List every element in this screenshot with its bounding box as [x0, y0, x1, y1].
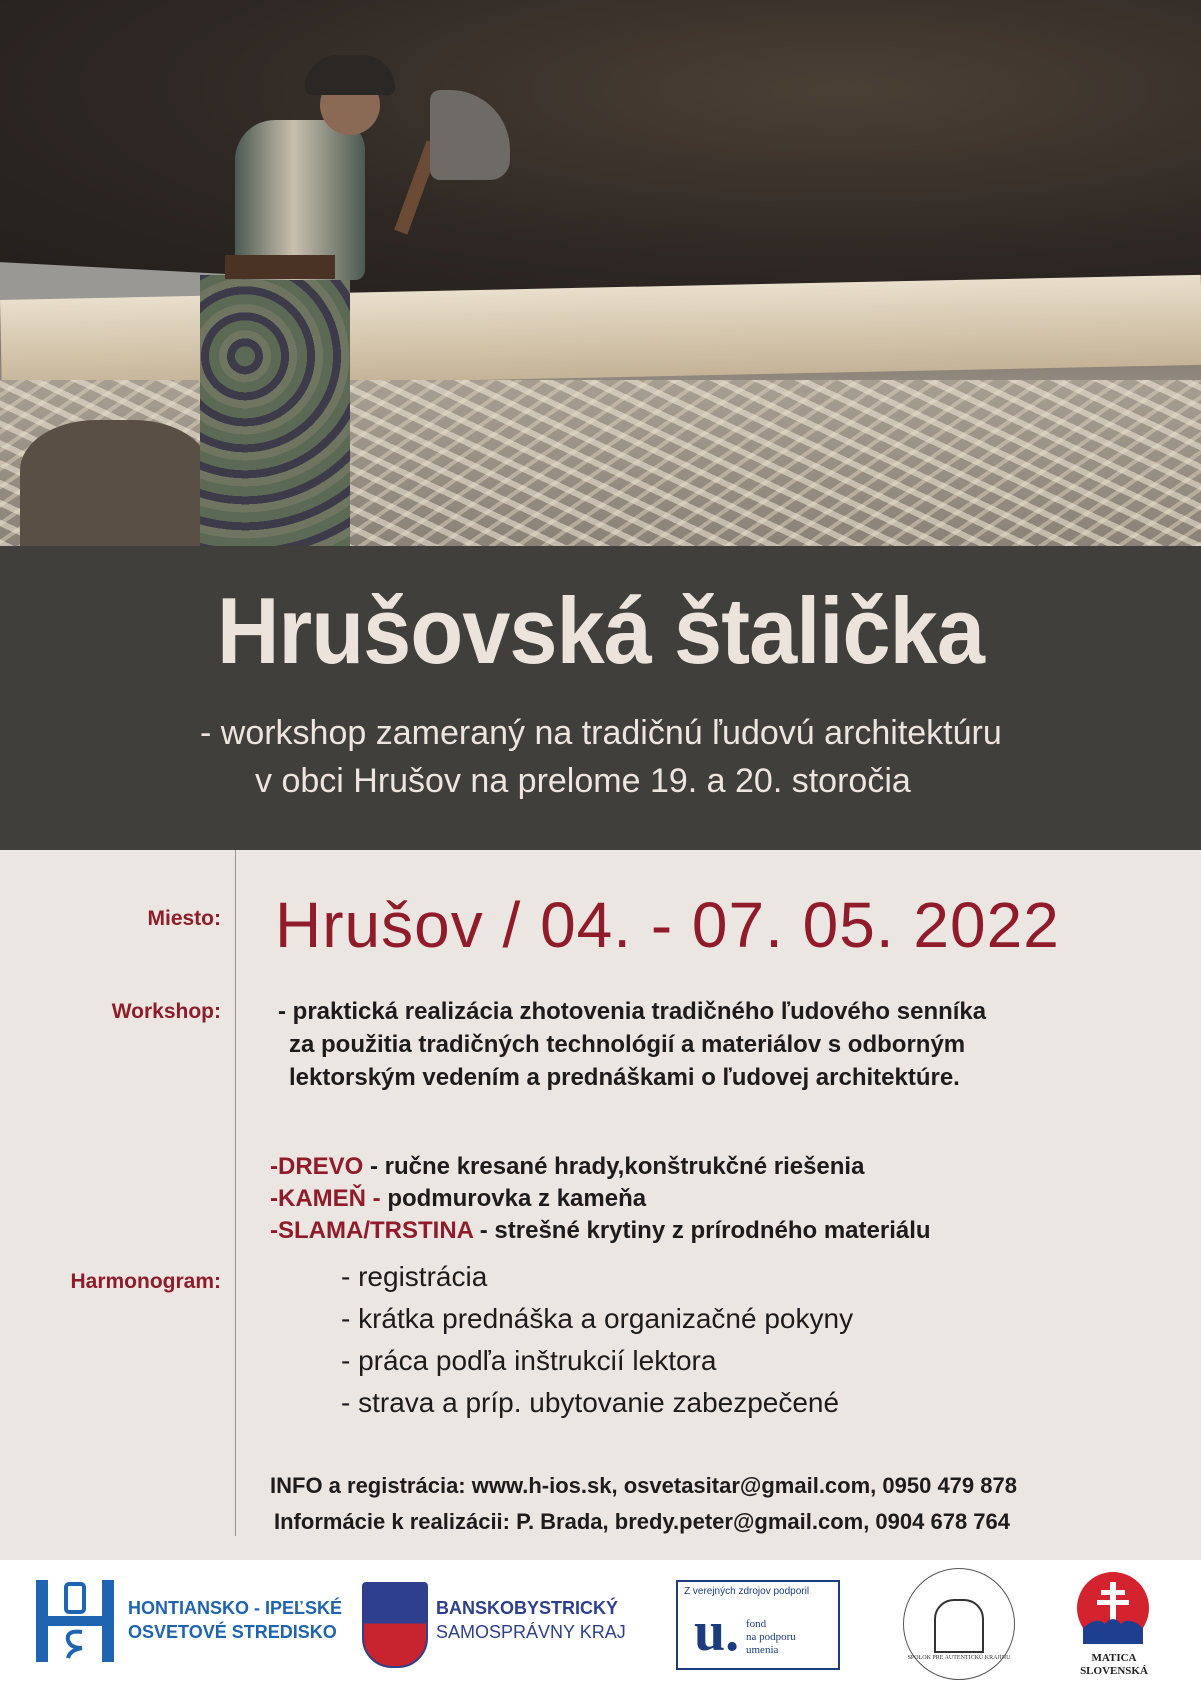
material-desc: strešné krytiny z prírodného materiálu [494, 1217, 931, 1244]
hios-logo-icon [36, 1580, 114, 1662]
label-workshop: Workshop: [111, 1000, 221, 1023]
material-desc: ručne kresané hrady,konštrukčné riešenia [384, 1153, 865, 1180]
contact-info-registration: INFO a registrácia: www.h-ios.sk, osvetasitar@gmail.com, 0950 479 878 [270, 1473, 1017, 1498]
fpu-support-text: Z verejných zdrojov podporil [684, 1586, 810, 1597]
material-slama [270, 1217, 931, 1245]
photo-man-hat [305, 55, 395, 95]
hios-name-line-1: HONTIANSKO - IPEĽSKÉ [128, 1598, 343, 1618]
matica-name [1066, 1652, 1162, 1678]
bbsk-name-line-2: SAMOSPRÁVNY KRAJ [436, 1622, 626, 1642]
photo-man-belt [225, 255, 335, 279]
matica-name-line-2: SLOVENSKÁ [1080, 1665, 1148, 1677]
material-name: -DREVO [270, 1153, 364, 1180]
bbsk-name-line-1: BANSKOBYSTRICKÝ [436, 1598, 619, 1618]
matica-name-line-1: MATICA [1091, 1652, 1137, 1664]
photo-hillside [0, 0, 1201, 300]
label-harmonogram: Harmonogram: [70, 1270, 221, 1293]
material-name: -KAMEŇ - [270, 1185, 381, 1212]
fpu-logo [676, 1580, 840, 1670]
spolok-logo-icon [903, 1568, 1015, 1680]
material-desc: podmurovka z kameňa [387, 1185, 647, 1212]
workshop-line-3: lektorským vedením a prednáškami o ľudovej architektúre. [289, 1064, 960, 1091]
subtitle-line-2: v obci Hrušov na prelome 19. a 20. storočia [255, 762, 911, 800]
material-drevo [270, 1153, 864, 1181]
bbsk-coat-of-arms-icon [362, 1582, 428, 1668]
spolok-name: SPOLOK PRE AUTENTICKÚ KRAJINU [907, 1655, 1011, 1661]
place-and-date: Hrušov / 04. - 07. 05. 2022 [275, 889, 1060, 961]
photo-stump [20, 420, 210, 546]
fpu-line-2: na podporu [746, 1631, 796, 1643]
title-band [0, 546, 1201, 850]
fpu-line-1: fond [746, 1618, 767, 1630]
material-name: -SLAMA/TRSTINA [270, 1217, 474, 1244]
contact-info-realization: Informácie k realizácii: P. Brada, bredy.peter@gmail.com, 0904 678 764 [274, 1509, 1011, 1534]
workshop-line-2: za použitia tradičných technológií a materiálov s odborným [289, 1031, 966, 1058]
matica-emblem-icon [1077, 1572, 1149, 1644]
harmonogram-item: - práca podľa inštrukcií lektora [341, 1345, 717, 1376]
material-kamen [270, 1185, 646, 1213]
photo-man-legs [200, 275, 350, 546]
material-sep: - [363, 1153, 385, 1180]
workshop-line-1: - praktická realizácia zhotovenia tradičného ľudového senníka [278, 998, 987, 1025]
harmonogram-item: - registrácia [341, 1261, 488, 1292]
vertical-divider [235, 850, 236, 1536]
fpu-line-3: umenia [746, 1644, 779, 1656]
harmonogram-item: - strava a príp. ubytovanie zabezpečené [341, 1387, 840, 1418]
hut-icon [934, 1599, 984, 1653]
poster-title: Hrušovská štalička [216, 578, 985, 683]
subtitle-line-1: - workshop zameraný na tradičnú ľudovú architektúru [200, 714, 1002, 752]
fpu-u-mark: u. [694, 1601, 740, 1663]
sponsor-logos [0, 1560, 1201, 1698]
label-miesto: Miesto: [147, 907, 221, 930]
harmonogram-item: - krátka prednáška a organizačné pokyny [341, 1303, 854, 1334]
material-sep: - [473, 1217, 495, 1244]
hero-photo-woodcutter [0, 0, 1201, 546]
info-section [0, 850, 1201, 1560]
hios-name-line-2: OSVETOVÉ STREDISKO [128, 1622, 337, 1642]
